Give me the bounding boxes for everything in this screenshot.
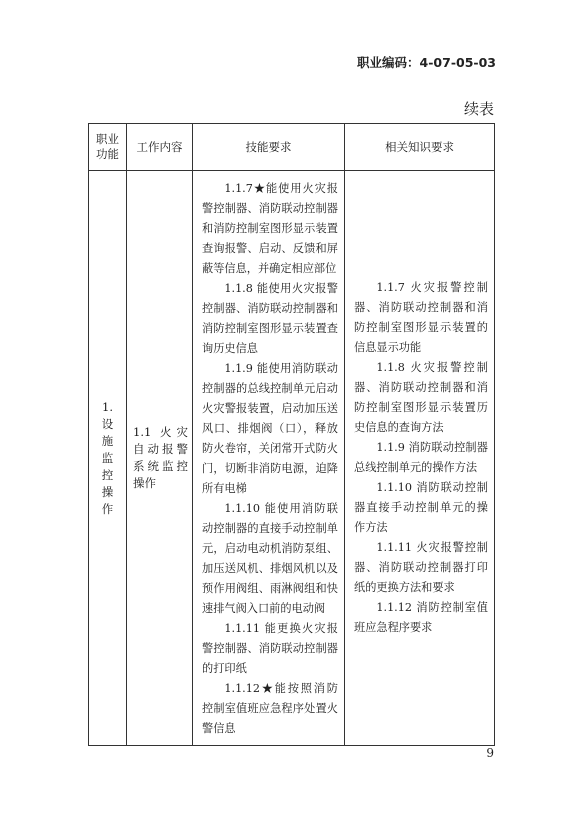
header-work-content: 工作内容 [127,124,193,171]
skill-item: 1.1.10 能使用消防联动控制器的直接手动控制单元，启动电动机消防泵组、加压送风机、排烟风机以及预作用阀组、雨淋阀组和快速排气阀入口前的电动阀 [202,502,338,615]
occupation-function-text: 1.设施监控操作 [101,399,114,516]
knowledge-item: 1.1.11 火灾报警控制器、消防联动控制器打印纸的更换方法和要求 [354,541,488,594]
table-header-row [89,124,495,171]
skill-item: 1.1.12★能按照消防控制室值班应急程序处置火警信息 [202,682,338,735]
cell-work-content: 1.1 火灾自动报警系统监控操作 [127,171,193,746]
header-occupation-function: 职业功能 [89,124,127,171]
skill-item: 1.1.9 能使用消防联动控制器的总线控制单元启动火灾警报装置，启动加压送风口、排烟阀（口），释放防火卷帘，关闭常开式防火门，切断非消防电源，迫降所有电梯 [202,362,338,495]
header-skill-requirements: 技能要求 [193,124,345,171]
skill-item: 1.1.8 能使用火灾报警控制器、消防联动控制器和消防控制室图形显示装置查询历史信息 [202,282,338,355]
knowledge-item: 1.1.9 消防联动控制器总线控制单元的操作方法 [354,441,488,474]
knowledge-item: 1.1.12 消防控制室值班应急程序要求 [354,601,488,634]
cell-skill-requirements [193,171,345,746]
page-number: 9 [486,746,494,760]
header-knowledge-requirements: 相关知识要求 [345,124,495,171]
skill-item: 1.1.11 能更换火灾报警控制器、消防联动控制器的打印纸 [202,622,338,675]
table-row [89,171,495,746]
knowledge-item: 1.1.7 火灾报警控制器、消防联动控制器和消防控制室图形显示装置的信息显示功能 [354,281,488,354]
skills-table [88,123,495,746]
continued-label: 续表 [463,100,494,118]
knowledge-item: 1.1.8 火灾报警控制器、消防联动控制器和消防控制室图形显示装置历史信息的查询方法 [354,361,488,434]
occupation-code: 职业编码：4-07-05-03 [357,55,496,70]
knowledge-item: 1.1.10 消防联动控制器直接手动控制单元的操作方法 [354,481,488,534]
cell-occupation-function [89,171,127,746]
skill-item: 1.1.7★能使用火灾报警控制器、消防联动控制器和消防控制室图形显示装置查询报警、启动、反馈和屏蔽等信息，并确定相应部位 [202,182,338,275]
cell-knowledge-requirements [345,171,495,746]
